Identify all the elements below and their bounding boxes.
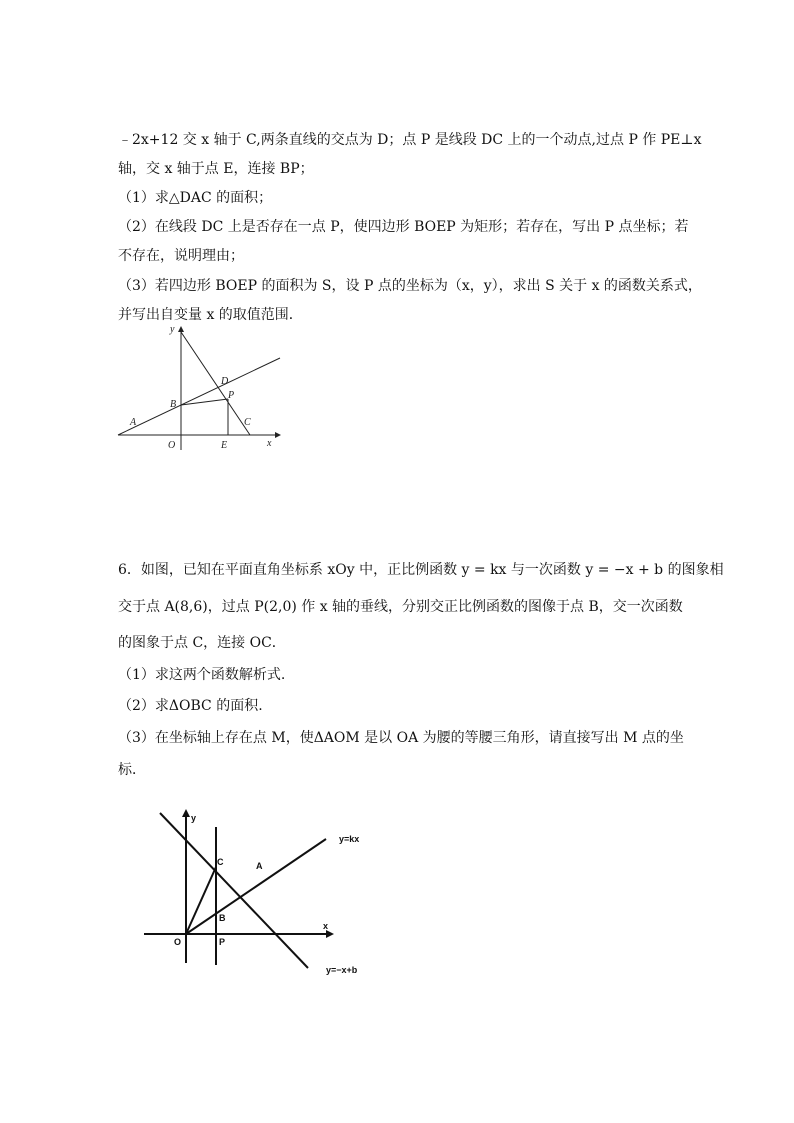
p5-figure <box>110 318 300 453</box>
p5-label-d: D <box>221 376 229 387</box>
p5-label-e: E <box>221 440 228 451</box>
p6-label-o: O <box>174 937 182 947</box>
p5-line-ab <box>118 358 280 435</box>
p5-q2b: 不存在，说明理由； <box>118 248 244 264</box>
p5-q1: （1）求△DAC 的面积； <box>118 190 273 206</box>
p6-label-kx: y=kx <box>339 834 360 844</box>
p6-q2: （2）求ΔOBC 的面积. <box>118 698 263 714</box>
p6-label-x: x <box>323 921 329 931</box>
p6-line-neg <box>160 813 308 968</box>
p5-line1: ﹣2x+12 交 x 轴于 C,两条直线的交点为 D；点 P 是线段 DC 上的一个动点,过点 P 作 PE⊥x <box>118 132 702 148</box>
p6-x-arrow <box>326 930 334 938</box>
p5-line2: 轴，交 x 轴于点 E，连接 BP； <box>118 161 314 177</box>
p5-q2a: （2）在线段 DC 上是否存在一点 P，使四边形 BOEP 为矩形；若存在，写出 P 点坐标；若 <box>118 219 689 235</box>
p5-line-dc <box>181 332 250 435</box>
p6-line3: 的图象于点 C，连接 OC． <box>118 635 286 651</box>
p5-x-arrow <box>275 432 281 438</box>
p6-label-y: y <box>191 813 197 823</box>
p5-label-c: C <box>244 417 251 428</box>
p6-q1: （1）求这两个函数解析式. <box>118 667 286 683</box>
p5-label-o: O <box>168 440 176 451</box>
p6-label-neg: y=−x+b <box>326 965 358 975</box>
p6-y-arrow <box>182 809 190 817</box>
p5-q3b: 并写出自变量 x 的取值范围． <box>118 307 303 323</box>
p6-label-a: A <box>256 861 263 871</box>
p5-q3a: （3）若四边形 BOEP 的面积为 S，设 P 点的坐标为（x，y），求出 S 关于 x 的函数关系式， <box>118 278 702 294</box>
p5-label-y: y <box>170 324 175 335</box>
p5-label-p: P <box>228 390 235 401</box>
p6-line2: 交于点 A(8,6)，过点 P(2,0) 作 x 轴的垂线，分别交正比例函数的图像于点 B，交一次函数 <box>118 599 683 615</box>
p5-label-a: A <box>130 417 137 428</box>
p6-label-b: B <box>219 913 226 923</box>
p6-q3a: （3）在坐标轴上存在点 M，使ΔAOM 是以 OA 为腰的等腰三角形，请直接写出 M 点的坐 <box>118 730 684 746</box>
p6-label-c: C <box>217 857 224 867</box>
p6-line1: 6．如图，已知在平面直角坐标系 xOy 中，正比例函数 y = kx 与一次函数 y = −x + b 的图象相 <box>118 562 724 578</box>
p5-label-x: x <box>267 438 272 449</box>
p6-label-p: P <box>219 937 226 947</box>
p6-figure <box>130 805 390 980</box>
p5-y-arrow <box>178 326 184 332</box>
p5-label-b: B <box>170 399 177 410</box>
p6-q3b: 标． <box>118 762 146 778</box>
